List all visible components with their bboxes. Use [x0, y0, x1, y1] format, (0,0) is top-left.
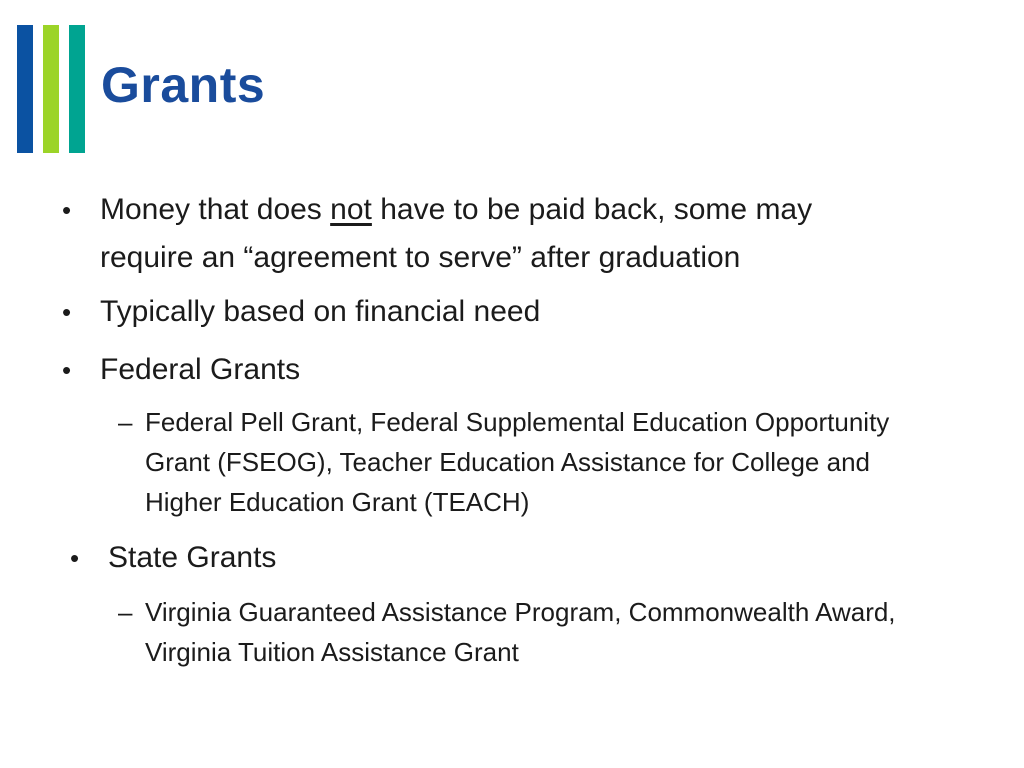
sub-bullet-federal-grant-list-text: Federal Pell Grant, Federal Supplemental Education Opportunity Grant (FSEOG), Teacher Education Assistance for College and Higher Education Grant (TEACH)	[145, 407, 890, 517]
bullet-state-grants-text: State Grants	[108, 541, 277, 574]
bullet-money-post: have to be paid back, some may require an “agreement to serve” after graduation	[100, 193, 813, 274]
logo-bar-green	[43, 25, 59, 153]
slide-body	[0, 186, 1024, 672]
dash-icon: –	[118, 407, 133, 437]
bullet-state-grants	[0, 534, 1024, 582]
bullet-federal-grants	[0, 346, 1024, 394]
bullet-financial-need-text: Typically based on financial need	[100, 295, 541, 328]
logo-bar-teal	[69, 25, 85, 153]
sub-bullet-state-grant-list-text: Virginia Guaranteed Assistance Program, Commonwealth Award, Virginia Tuition Assistance Grant	[145, 597, 896, 667]
bullet-icon: •	[70, 543, 80, 573]
bullet-icon: •	[62, 355, 72, 385]
bullet-financial-need	[0, 288, 1024, 336]
bullet-money-pre: Money that does	[100, 193, 331, 226]
bullet-federal-grants-text: Federal Grants	[100, 353, 301, 386]
bullet-money-underlined: not	[330, 193, 372, 226]
sub-bullet-federal-grant-list	[0, 402, 1024, 522]
slide-title: Grants	[101, 57, 266, 113]
sub-bullet-state-grant-list	[0, 592, 1024, 672]
dash-icon: –	[118, 597, 133, 627]
logo-bar-blue	[17, 25, 33, 153]
bullet-icon: •	[62, 297, 72, 327]
bullet-icon: •	[62, 195, 72, 225]
bullet-money	[0, 186, 1024, 282]
logo-three-bars	[17, 25, 85, 153]
bullet-money-text	[100, 186, 895, 282]
